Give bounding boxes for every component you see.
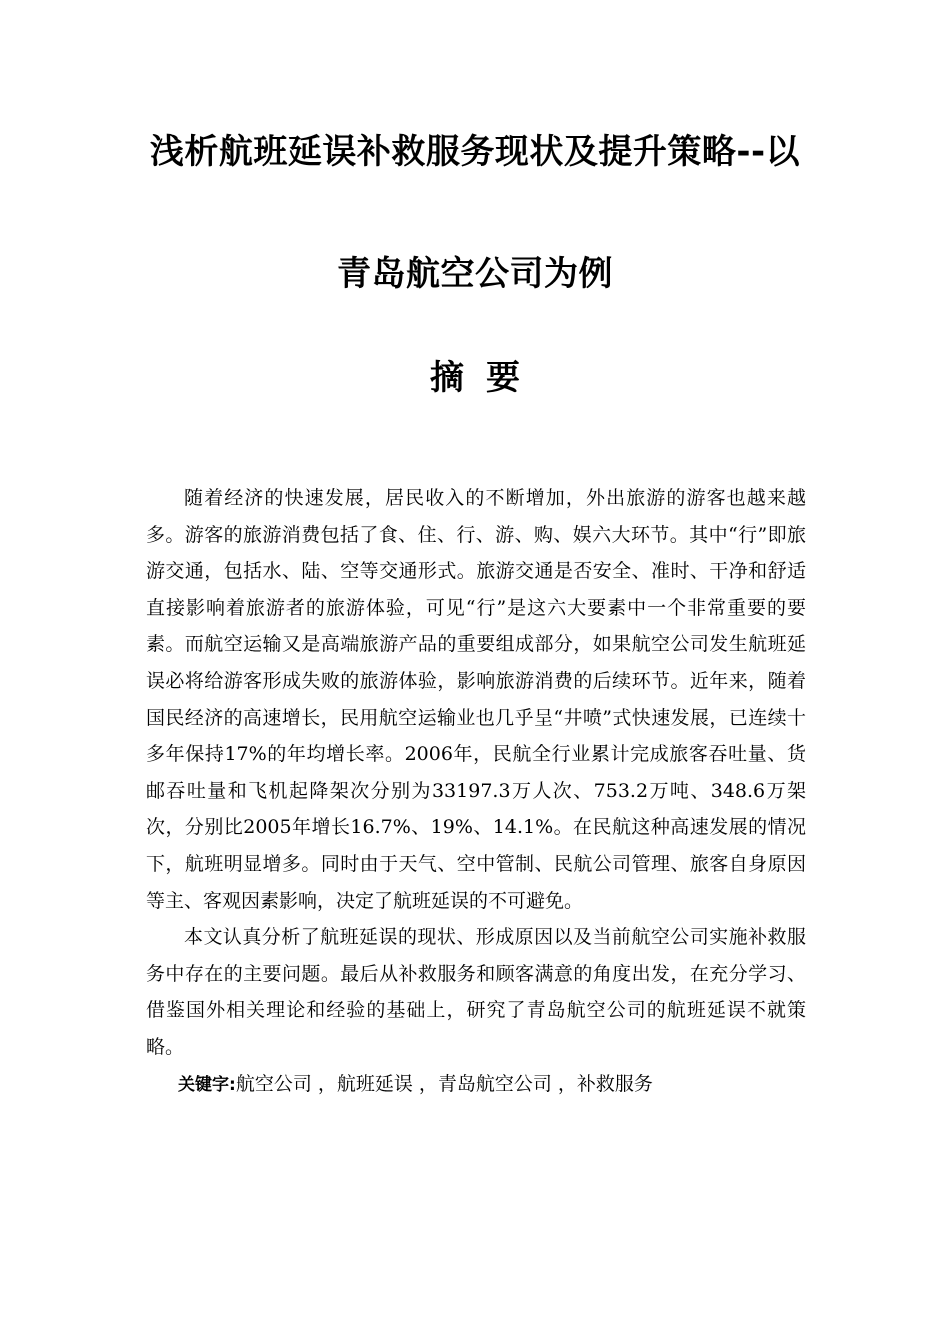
title-line-1: 浅析航班延误补救服务现状及提升策略--以 [149,132,801,172]
keywords-line [146,1066,806,1104]
keywords-label: 关键字: [178,1074,236,1095]
abstract-body [146,480,806,1103]
abstract-paragraph-2: 本文认真分析了航班延误的现状、形成原因以及当前航空公司实施补救服务中存在的主要问题。最后从补救服务和顾客满意的角度出发，在充分学习、借鉴国外相关理论和经验的基础上，研究了青岛航空公司的航班延误不就策略。 [146,926,806,1058]
abstract-paragraph-1: 随着经济的快速发展，居民收入的不断增加，外出旅游的游客也越来越多。游客的旅游消费包括了食、住、行、游、购、娱六大环节。其中“行”即旅游交通，包括水、陆、空等交通形式。旅游交通是否安全、准时、干净和舒适直接影响着旅游者的旅游体验，可见“行”是这六大要素中一个非常重要的要素。而航空运输又是高端旅游产品的重要组成部分，如果航空公司发生航班延误必将给游客形成失败的旅游体验，影响旅游消费的后续环节。近年来，随着国民经济的高速增长，民用航空运输业也几乎呈“井喷”式快速发展，已连续十多年保持17%的年均增长率。2006年，民航全行业累计完成旅客吞吐量、货邮吞吐量和飞机起降架次分别为33197.3万人次、753.2万吨、348.6万架次，分别比2005年增长16.7%、19%、14.1%。在民航这种高速发展的情况下，航班明显增多。同时由于天气、空中管制、民航公司管理、旅客自身原因等主、客观因素影响，决定了航班延误的不可避免。 [146,487,806,912]
keywords-text: 航空公司 ，航班延误 ，青岛航空公司 ，补救服务 [235,1072,653,1095]
abstract-heading: 摘要 [430,358,542,398]
title-line-2: 青岛航空公司为例 [337,254,613,294]
